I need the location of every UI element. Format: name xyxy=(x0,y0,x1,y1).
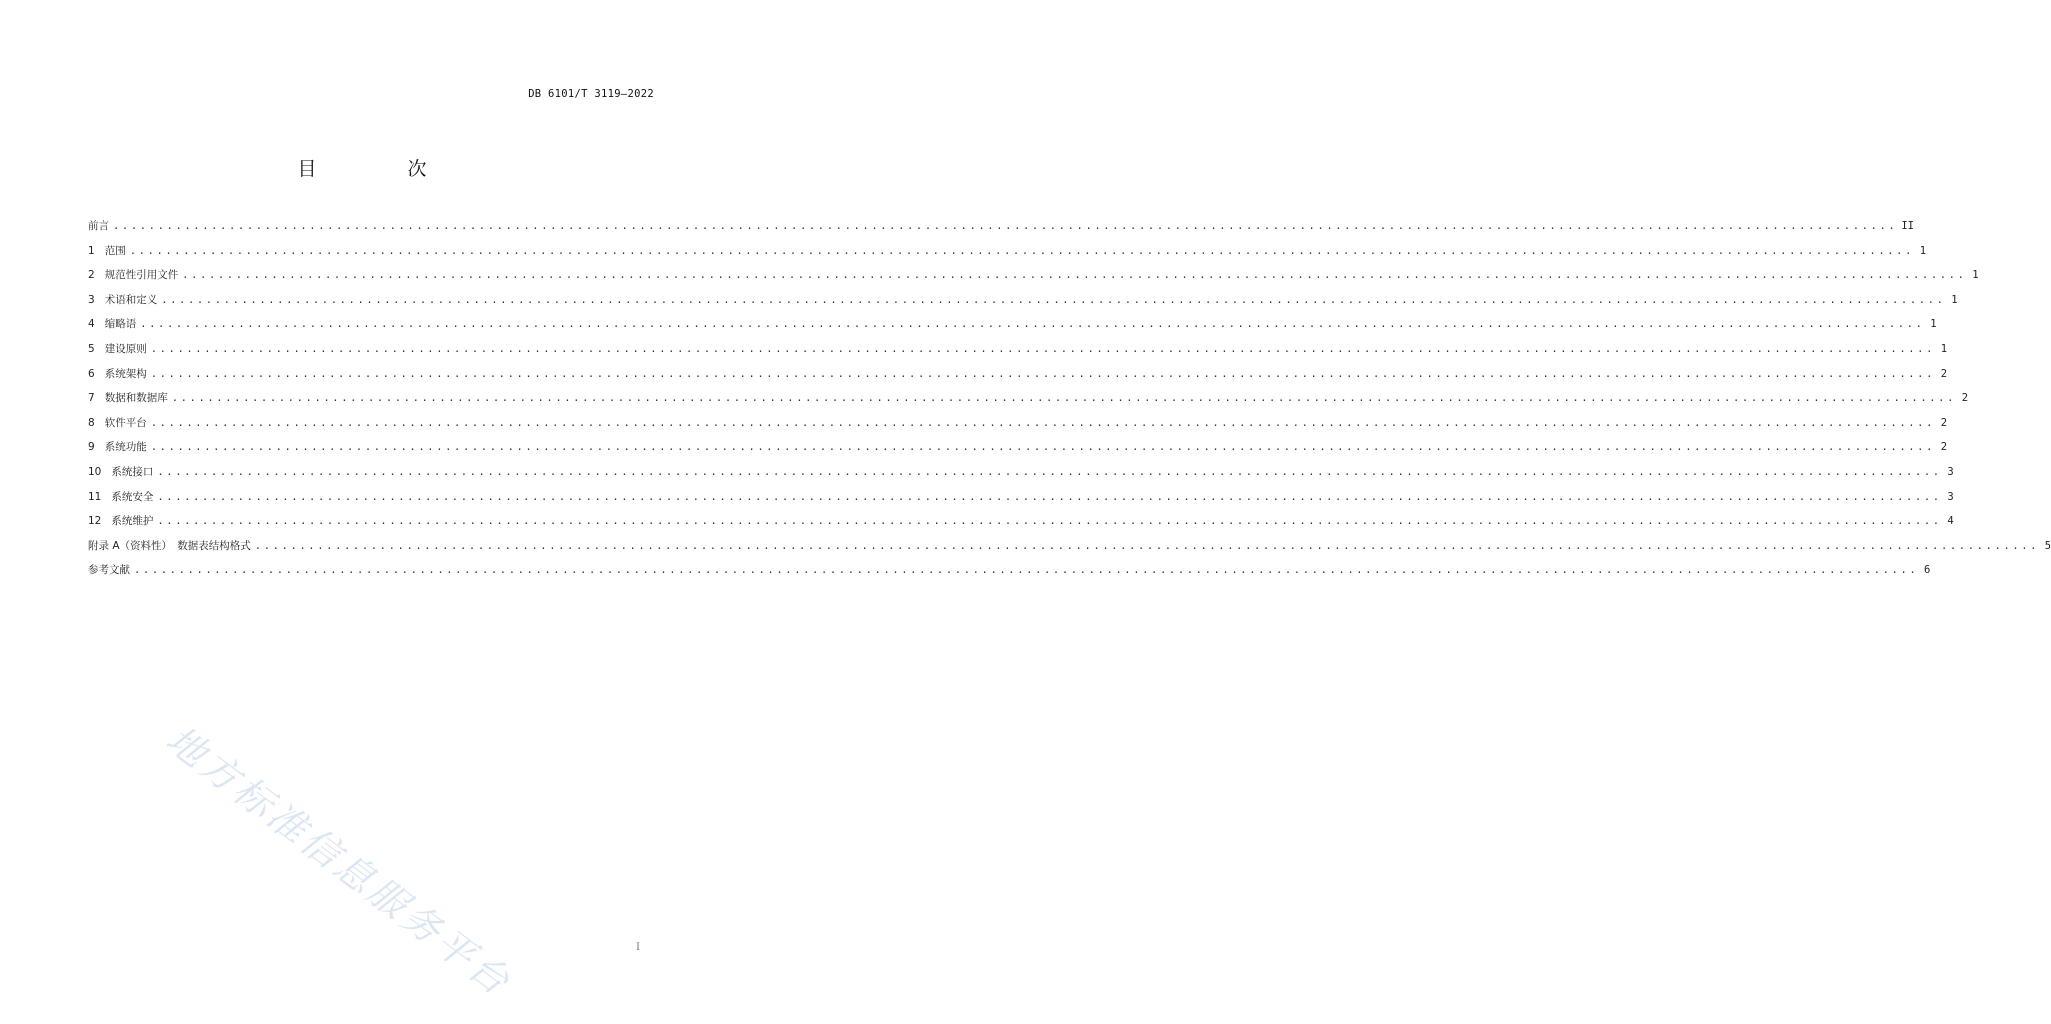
toc-entry-label: 附录 A（资料性） 数据表结构格式 xyxy=(88,539,251,552)
toc-entry[interactable] xyxy=(88,366,1948,391)
toc-entry-page: 4 xyxy=(1947,515,1954,528)
toc-entry-label: 11 系统安全 xyxy=(88,490,154,503)
toc-entry[interactable] xyxy=(88,439,1948,464)
toc-entry-page: 5 xyxy=(2044,539,2051,552)
page-title: 目 次 xyxy=(297,158,463,180)
toc-entry-page: 1 xyxy=(1951,293,1958,306)
toc-entry[interactable] xyxy=(88,316,1937,341)
toc-leader-dots: ........................................................................................................................................................................................................ xyxy=(157,465,1942,478)
toc-entry-label: 前言 xyxy=(88,220,109,232)
toc-entry[interactable] xyxy=(88,538,2051,563)
toc-entry-page: 3 xyxy=(1947,465,1954,478)
toc-leader-dots: ........................................................................................................................................................................................................ xyxy=(150,416,1936,429)
toc-entry-label: 5 建设原则 xyxy=(88,342,147,355)
page-number: I xyxy=(636,942,640,953)
toc-entry-label: 1 范围 xyxy=(88,244,126,257)
toc-entry-page: 2 xyxy=(1940,416,1948,429)
toc-leader-dots: ........................................................................................................................................................................................................ xyxy=(157,515,1942,528)
watermark: 地方标准信息服务平台 xyxy=(158,717,521,1006)
toc-entry-label: 10 系统接口 xyxy=(88,465,154,478)
toc-entry-page: 6 xyxy=(1923,564,1931,577)
toc-leader-dots: ........................................................................................................................................................................................................ xyxy=(113,220,1898,232)
toc-leader-dots: ........................................................................................................................................................................................................ xyxy=(254,539,2040,552)
toc-leader-dots: ........................................................................................................................................................................................................ xyxy=(182,269,1967,282)
toc-entry-page: II xyxy=(1901,220,1914,232)
toc-entry-page: 1 xyxy=(1972,269,1979,282)
toc-entry-page: 2 xyxy=(1940,367,1948,380)
toc-leader-dots: ........................................................................................................................................................................................................ xyxy=(150,342,1936,355)
toc-entry-page: 1 xyxy=(1940,342,1948,355)
toc-entry[interactable] xyxy=(88,464,1954,489)
toc-entry[interactable] xyxy=(88,218,1914,243)
toc-entry-label: 8 软件平台 xyxy=(88,416,147,429)
toc-entry-label: 2 规范性引用文件 xyxy=(88,269,179,282)
toc-entry-label: 9 系统功能 xyxy=(88,441,147,454)
toc-entry[interactable] xyxy=(88,292,1958,317)
table-of-contents xyxy=(88,218,2051,587)
toc-entry[interactable] xyxy=(88,341,1948,366)
toc-leader-dots: ........................................................................................................................................................................................................ xyxy=(150,367,1936,380)
toc-entry[interactable] xyxy=(88,489,1954,514)
toc-entry-label: 6 系统架构 xyxy=(88,367,147,380)
toc-leader-dots: ........................................................................................................................................................................................................ xyxy=(134,564,1919,577)
toc-entry-page: 1 xyxy=(1930,318,1937,331)
toc-entry[interactable] xyxy=(88,513,1954,538)
toc-entry-label: 4 缩略语 xyxy=(88,318,137,331)
toc-entry[interactable] xyxy=(88,390,1969,415)
toc-entry[interactable] xyxy=(88,562,1931,587)
toc-entry-label: 7 数据和数据库 xyxy=(88,392,168,405)
toc-leader-dots: ........................................................................................................................................................................................................ xyxy=(157,490,1942,503)
toc-entry-label: 参考文献 xyxy=(88,564,130,577)
standard-code: DB 6101/T 3119—2022 xyxy=(528,88,654,100)
toc-leader-dots: ........................................................................................................................................................................................................ xyxy=(171,392,1957,405)
toc-entry[interactable] xyxy=(88,243,1927,268)
toc-entry-page: 3 xyxy=(1947,490,1954,503)
toc-entry-page: 1 xyxy=(1919,244,1927,257)
toc-leader-dots: ........................................................................................................................................................................................................ xyxy=(150,441,1936,454)
toc-entry[interactable] xyxy=(88,415,1948,440)
toc-entry[interactable] xyxy=(88,267,1979,292)
toc-entry-page: 2 xyxy=(1940,441,1948,454)
toc-entry-label: 12 系统维护 xyxy=(88,515,154,528)
toc-leader-dots: ........................................................................................................................................................................................................ xyxy=(161,293,1946,306)
toc-entry-page: 2 xyxy=(1961,392,1969,405)
toc-entry-label: 3 术语和定义 xyxy=(88,293,158,306)
toc-leader-dots: ........................................................................................................................................................................................................ xyxy=(129,244,1915,257)
toc-leader-dots: ........................................................................................................................................................................................................ xyxy=(140,318,1925,331)
